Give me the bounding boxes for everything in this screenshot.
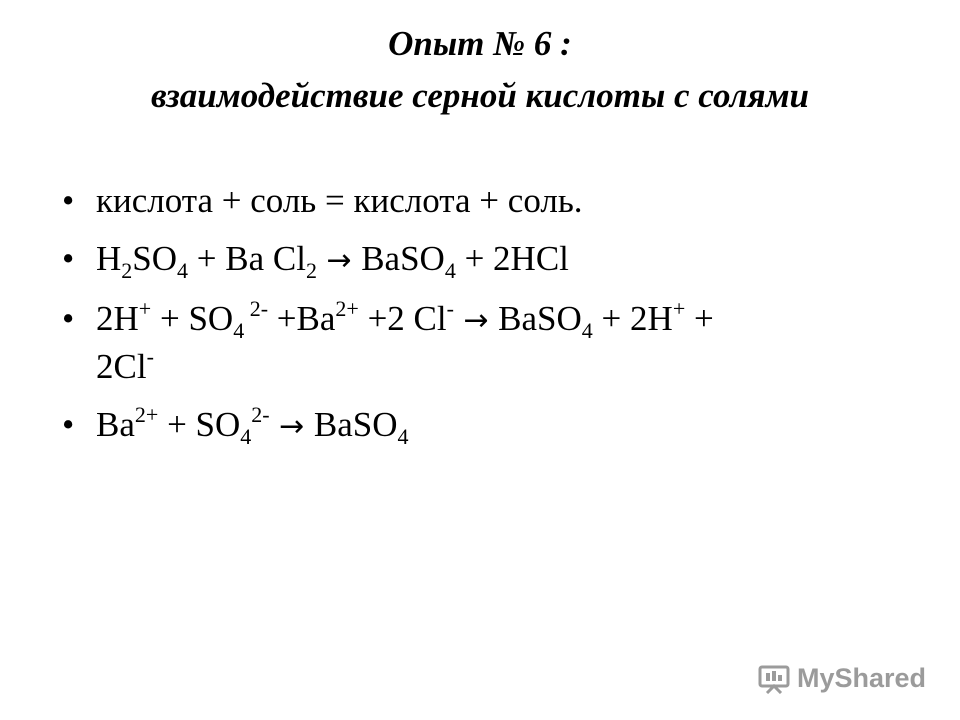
formula-text: +2 Cl <box>358 299 447 338</box>
superscript: - <box>146 344 154 369</box>
formula-text: Ba <box>96 405 135 444</box>
subscript: 4 <box>233 318 245 343</box>
formula-text: +Ba <box>268 299 336 338</box>
formula-text: + 2HCl <box>455 239 569 278</box>
formula-text: 2H <box>96 299 139 338</box>
superscript: - <box>446 296 454 321</box>
superscript: + <box>672 296 686 321</box>
formula-text: + Ba Cl <box>188 239 306 278</box>
subscript: 4 <box>240 424 252 449</box>
subscript: 4 <box>177 258 189 283</box>
subscript: 4 <box>581 318 593 343</box>
bullet-full-ionic-equation <box>62 296 892 390</box>
bullet-short-ionic-equation <box>62 402 892 450</box>
formula-text: 2Cl <box>96 347 147 386</box>
title-line-1: Опыт № 6 : <box>388 24 572 63</box>
formula-text: + SO <box>151 299 234 338</box>
subscript: 4 <box>444 258 456 283</box>
formula-text: H <box>96 239 122 278</box>
bullet-list <box>62 178 892 462</box>
formula-text: + 2H <box>592 299 673 338</box>
superscript: + <box>138 296 152 321</box>
superscript: 2+ <box>134 402 159 427</box>
presentation-icon <box>757 664 791 694</box>
subscript: 2 <box>305 258 317 283</box>
formula-text: + <box>685 299 714 338</box>
superscript: 2- <box>244 296 269 321</box>
formula-text: BaSO <box>361 239 445 278</box>
watermark-text: MyShared <box>796 663 926 693</box>
superscript: 2+ <box>335 296 359 321</box>
reaction-arrow-icon: → <box>316 243 362 278</box>
formula-text: + SO <box>158 405 241 444</box>
title-line-2: взаимодействие серной кислоты с солями <box>150 76 810 115</box>
general-equation-text: кислота + соль = кислота + соль. <box>96 181 583 220</box>
reaction-arrow-icon: → <box>453 303 499 338</box>
formula-text: SO <box>132 239 178 278</box>
formula-text: BaSO <box>313 405 398 444</box>
subscript: 4 <box>397 424 409 449</box>
reaction-arrow-icon: → <box>269 409 314 444</box>
equation-continuation <box>96 344 892 390</box>
myshared-watermark <box>757 663 926 694</box>
subscript: 2 <box>121 258 133 283</box>
formula-text: BaSO <box>498 299 582 338</box>
superscript: 2- <box>251 402 270 427</box>
slide-title <box>0 18 960 122</box>
bullet-molecular-equation <box>62 236 892 284</box>
bullet-general-equation <box>62 178 892 224</box>
